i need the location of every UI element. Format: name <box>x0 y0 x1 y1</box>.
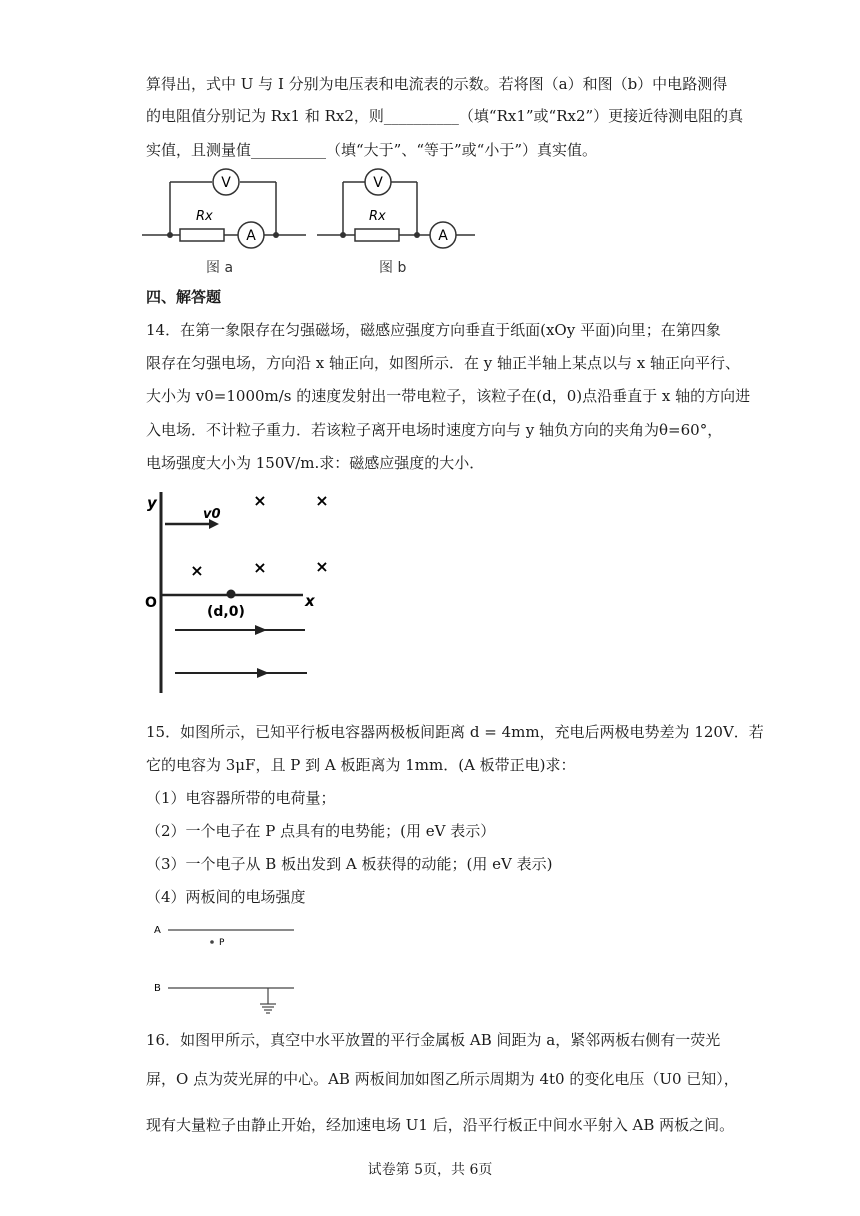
q16-line-3: 现有大量粒子由静止开始，经加速电场 U1 后，沿平行板正中间水平射入 AB 两板之间。 <box>146 1116 735 1134</box>
q15-item-2: （2）一个电子在 P 点具有的电势能；(用 eV 表示） <box>146 822 496 840</box>
intro-line-3: 实值，且测量值__________（填“大于”、“等于”或“小于”）真实值。 <box>146 141 598 159</box>
q14-line-3: 大小为 v0=1000m/s 的速度发射出一带电粒子，该粒子在(d，0)点沿垂直于 x 轴的方向进 <box>146 387 751 405</box>
y-axis-label: y <box>147 494 157 512</box>
v0-label: v0 <box>203 507 221 522</box>
resistor-a <box>180 229 224 241</box>
circuit-a-caption: 图 a <box>206 260 234 276</box>
circuit-b-caption: 图 b <box>379 260 407 276</box>
field-cross-icon: × <box>253 491 267 510</box>
point-d0 <box>227 590 236 599</box>
q15-item-4: （4）两板间的电场强度 <box>146 888 306 906</box>
ammeter-a-label: A <box>246 228 256 244</box>
page-footer: 试卷第 5页，共 6页 <box>367 1162 493 1178</box>
x-axis-label: x <box>305 592 315 610</box>
voltmeter-a-label: V <box>221 175 231 191</box>
q15-item-3: （3）一个电子从 B 板出发到 A 板获得的动能；(用 eV 表示) <box>146 855 553 873</box>
intro-line-1: 算得出，式中 U 与 I 分别为电压表和电流表的示数。若将图（a）和图（b）中电路测得 <box>146 75 728 93</box>
plate-b-label: B <box>154 983 161 994</box>
field-cross-icon: × <box>190 561 204 580</box>
q15-line-2: 它的电容为 3μF，且 P 到 A 板距离为 1mm．(A 板带正电)求： <box>146 756 576 774</box>
q15-line-1: 15．如图所示，已知平行板电容器两极板间距离 d = 4mm，充电后两极电势差为 120V．若 <box>146 723 764 741</box>
section-title: 四、解答题 <box>146 288 222 306</box>
point-p-label: P <box>219 938 225 948</box>
q15-item-1: （1）电容器所带的电荷量； <box>146 789 336 807</box>
q14-line-2: 限存在匀强电场，方向沿 x 轴正向，如图所示．在 y 轴正半轴上某点以与 x 轴正向平行、 <box>146 354 741 372</box>
point-d0-label: (d,0) <box>207 604 245 620</box>
q14-field-figure <box>143 488 338 698</box>
intro-line-2: 的电阻值分别记为 Rx1 和 Rx2，则__________（填“Rx1”或“Rx2”）更接近待测电阻的真 <box>146 107 744 125</box>
ammeter-b-label: A <box>438 228 448 244</box>
origin-label: O <box>145 595 157 611</box>
q14-line-1: 14．在第一象限存在匀强磁场，磁感应强度方向垂直于纸面(xOy 平面)向里；在第四象 <box>146 321 721 339</box>
resistor-b-label: Rx <box>369 209 386 224</box>
circuit-figure-a <box>140 160 310 280</box>
field-cross-icon: × <box>253 558 267 577</box>
field-cross-icon: × <box>315 557 329 576</box>
field-cross-icon: × <box>315 491 329 510</box>
q14-line-4: 入电场．不计粒子重力．若该粒子离开电场时速度方向与 y 轴负方向的夹角为θ=60°， <box>146 421 723 439</box>
voltmeter-b-label: V <box>373 175 383 191</box>
q14-line-5: 电场强度大小为 150V/m.求：磁感应强度的大小． <box>146 454 485 472</box>
q15-capacitor-figure <box>150 918 310 1018</box>
circuit-figure-b <box>315 160 485 280</box>
ground-icon <box>260 1004 276 1013</box>
q16-line-1: 16．如图甲所示，真空中水平放置的平行金属板 AB 间距为 a，紧邻两板右侧有一荧光 <box>146 1031 721 1049</box>
q16-line-2: 屏，O 点为荧光屏的中心。AB 两板间加如图乙所示周期为 4t0 的变化电压（U0 已知）， <box>146 1070 739 1088</box>
resistor-a-label: Rx <box>196 209 213 224</box>
plate-a-label: A <box>154 925 161 936</box>
resistor-b <box>355 229 399 241</box>
point-p <box>210 940 214 944</box>
